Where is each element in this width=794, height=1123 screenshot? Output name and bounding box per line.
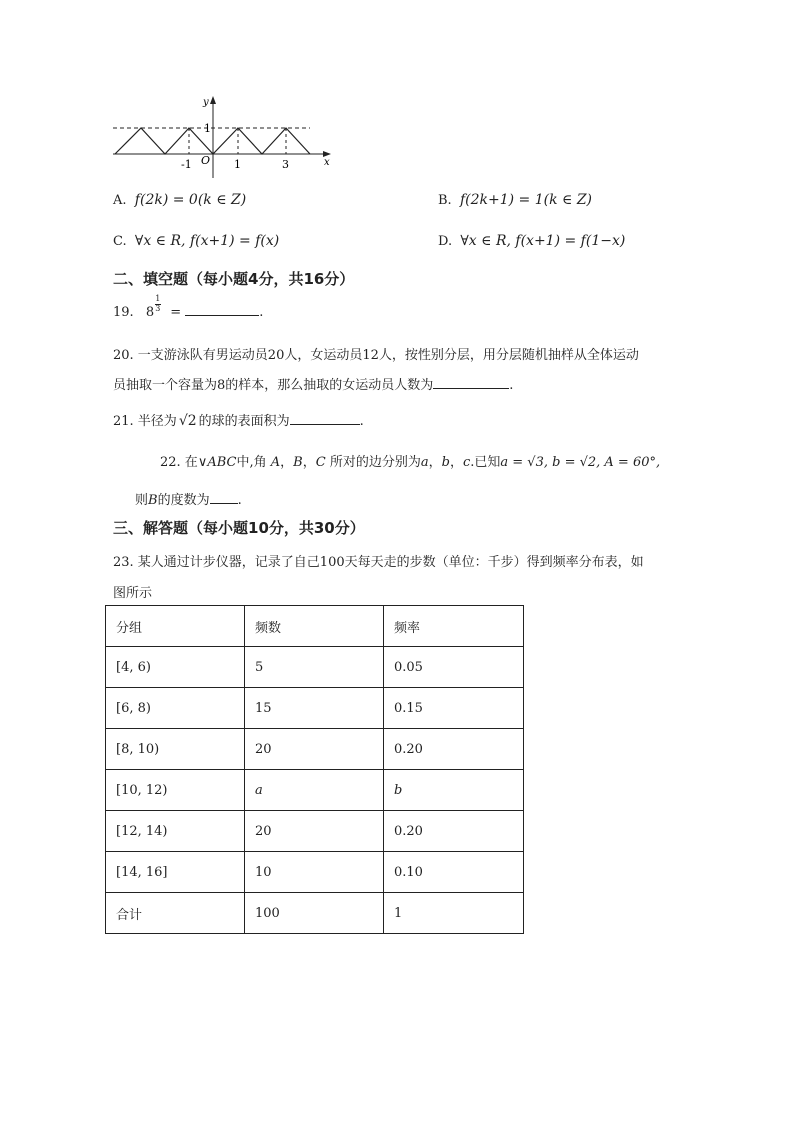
header-cell: 分组 [106, 606, 245, 647]
option-a-text: f(2k) = 0(k ∈ Z) [134, 192, 247, 208]
question-21: 21. 半径为 √2 的球的表面积为 . [113, 413, 364, 429]
table-cell: 0.05 [384, 647, 524, 688]
y-tick-1: 1 [204, 122, 211, 135]
table-cell: 合计 [106, 893, 245, 934]
sqrt-2: √2 [178, 413, 197, 429]
table-row [106, 893, 524, 934]
question-22-line2: 则B的度数为 . [135, 493, 242, 508]
x-tick-neg1: -1 [181, 158, 192, 171]
table-cell: 1 [384, 893, 524, 934]
table-cell: [10, 12) [106, 770, 245, 811]
section-3-title: 三、解答题（每小题10分，共30分） [113, 519, 365, 537]
table-row [106, 852, 524, 893]
y-axis-label: y [203, 97, 209, 108]
x-tick-3: 3 [282, 158, 289, 171]
table-cell: a [245, 770, 384, 811]
option-c-text: ∀x ∈ R, f(x+1) = f(x) [134, 233, 280, 249]
header-cell: 频率 [384, 606, 524, 647]
table-row [106, 688, 524, 729]
table-row [106, 811, 524, 852]
option-a: A. f(2k) = 0(k ∈ Z) [113, 192, 247, 208]
table-row [106, 729, 524, 770]
table-cell: 0.15 [384, 688, 524, 729]
table-cell: b [384, 770, 524, 811]
frequency-table [105, 605, 524, 934]
table-cell: 0.10 [384, 852, 524, 893]
table-cell: 10 [245, 852, 384, 893]
answer-blank-21[interactable] [290, 412, 360, 425]
answer-blank-22[interactable] [210, 491, 238, 504]
table-cell: [8, 10) [106, 729, 245, 770]
x-axis-label: x [324, 157, 330, 168]
option-b-text: f(2k+1) = 1(k ∈ Z) [459, 192, 593, 208]
given-conditions: a = √3, b = √2, A = 60°, [500, 455, 661, 470]
question-19: 19. 8 1 3 = . [113, 294, 264, 320]
table-cell: 20 [245, 811, 384, 852]
section-2-title: 二、填空题（每小题4分，共16分） [113, 270, 355, 288]
question-23-line1: 23. 某人通过计步仪器，记录了自己100天每天走的步数（单位：千步）得到频率分布表，如 [113, 555, 644, 570]
question-22-line1: 22. 在∨ABC中,角 A，B，C 所对的边分别为a，b，c.已知a = √3, b = √2, A = 60°, [160, 455, 661, 470]
function-graph [105, 92, 345, 182]
table-row [106, 770, 524, 811]
table-row [106, 647, 524, 688]
table-cell: [6, 8) [106, 688, 245, 729]
answer-blank-19[interactable] [185, 303, 259, 316]
table-cell: 15 [245, 688, 384, 729]
option-d-text: ∀x ∈ R, f(x+1) = f(1−x) [460, 233, 626, 249]
origin-label: O [201, 154, 211, 167]
option-c: C. ∀x ∈ R, f(x+1) = f(x) [113, 233, 280, 249]
x-tick-1: 1 [234, 158, 241, 171]
table-header-row [106, 606, 524, 647]
table-cell: 0.20 [384, 811, 524, 852]
question-20-line1: 20. 一支游泳队有男运动员20人，女运动员12人，按性别分层，用分层随机抽样从全体运动 [113, 348, 639, 363]
table-cell: 5 [245, 647, 384, 688]
table-cell: 20 [245, 729, 384, 770]
table-cell: [4, 6) [106, 647, 245, 688]
answer-blank-20[interactable] [433, 376, 509, 389]
option-b: B. f(2k+1) = 1(k ∈ Z) [438, 192, 593, 208]
table-cell: 100 [245, 893, 384, 934]
table-cell: 0.20 [384, 729, 524, 770]
table-cell: [14, 16] [106, 852, 245, 893]
header-cell: 频数 [245, 606, 384, 647]
question-20-line2: 员抽取一个容量为8的样本，那么抽取的女运动员人数为 . [113, 378, 514, 393]
option-d: D. ∀x ∈ R, f(x+1) = f(1−x) [438, 233, 626, 249]
table-cell: [12, 14) [106, 811, 245, 852]
question-23-line2: 图所示 [113, 586, 153, 601]
